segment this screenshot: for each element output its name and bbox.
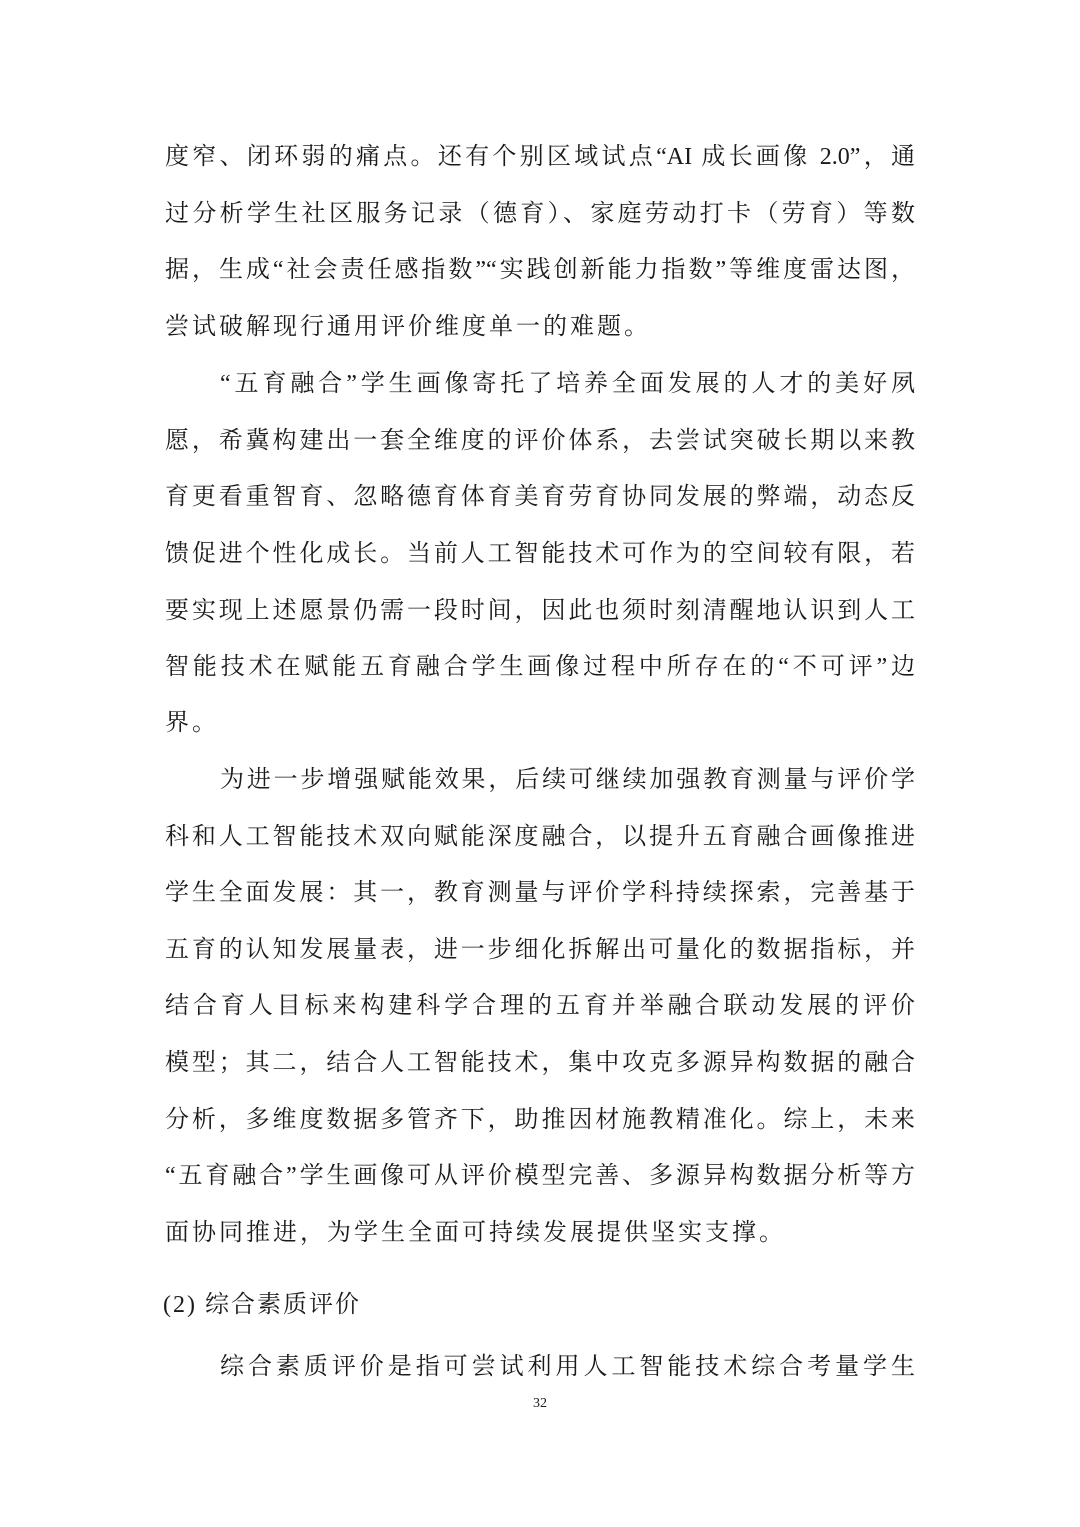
paragraph-line: 综合素质评价是指可尝试利用人工智能技术综合考量学生 [220,1354,915,1380]
paragraph-line: 面协同推进，为学生全面可持续发展提供坚实支撑。 [165,1220,786,1246]
paragraph-line: 过分析学生社区服务记录（德育）、家庭劳动打卡（劳育）等数 [165,201,915,227]
paragraph-line: 尝试破解现行通用评价维度单一的难题。 [165,314,651,340]
paragraph-line: 科和人工智能技术双向赋能深度融合，以提升五育融合画像推进 [165,824,915,850]
paragraph-line: 学生全面发展：其一，教育测量与评价学科持续探索，完善基于 [165,880,915,906]
paragraph-line: 馈促进个性化成长。当前人工智能技术可作为的空间较有限，若 [165,541,915,567]
paragraph-line: 模型；其二，结合人工智能技术，集中攻克多源异构数据的融合 [165,1050,915,1076]
paragraph-line: “五育融合”学生画像可从评价模型完善、多源异构数据分析等方 [165,1163,915,1189]
paragraph-line: 五育的认知发展量表，进一步细化拆解出可量化的数据指标，并 [165,937,915,963]
paragraph-line: 愿，希冀构建出一套全维度的评价体系，去尝试突破长期以来教 [165,428,915,454]
page-number: 32 [533,1396,547,1411]
paragraph-line: 智能技术在赋能五育融合学生画像过程中所存在的“不可评”边 [165,654,915,680]
paragraph-line: 育更看重智育、忽略德育体育美育劳育协同发展的弊端，动态反 [165,484,915,510]
paragraph-line: 结合育人目标来构建科学合理的五育并举融合联动发展的评价 [165,993,915,1019]
paragraph-line: 分析，多维度数据多管齐下，助推因材施教精准化。综上，未来 [165,1107,915,1133]
paragraph-line: 据，生成“社会责任感指数”“实践创新能力指数”等维度雷达图， [165,257,915,283]
paragraph-line: “五育融合”学生画像寄托了培养全面发展的人才的美好夙 [220,371,915,397]
paragraph-line: 为进一步增强赋能效果，后续可继续加强教育测量与评价学 [220,767,915,793]
paragraph-line: 要实现上述愿景仍需一段时间，因此也须时刻清醒地认识到人工 [165,598,915,624]
section-heading: (2) 综合素质评价 [163,1292,361,1318]
paragraph-line: 度窄、闭环弱的痛点。还有个别区域试点“AI 成长画像 2.0”，通 [165,144,915,170]
paragraph-line: 界。 [165,710,219,736]
